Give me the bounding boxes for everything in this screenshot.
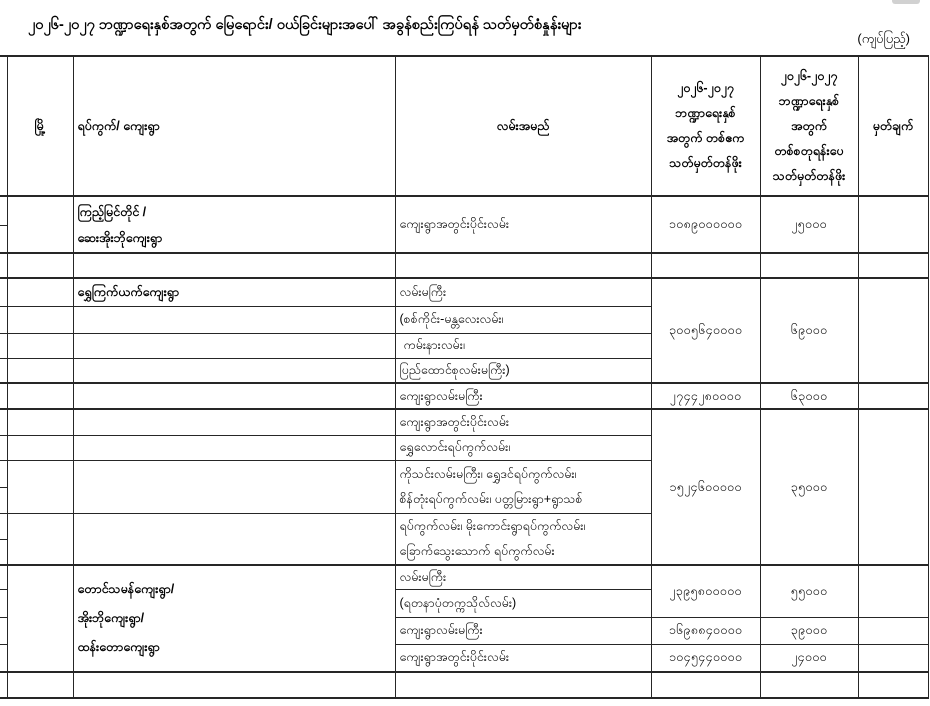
cutoff-column-cell: [0, 435, 7, 460]
empty-row: [0, 672, 928, 698]
page-title: ၂၀၂၆-၂၀၂၇ ဘဏ္ဍာရေးနှစ်အတွက် မြေရောင်း/ ဝယ်ခြင်းများအပေါ် အခွန်စည်းကြပ်ရန် သတ်မှတ်စံနှုန်းများ: [28, 17, 582, 33]
per-sqft-value: ၅၅၀၀၀: [760, 565, 858, 617]
remark-cell: [858, 253, 928, 278]
cutoff-column-cell: [0, 617, 7, 644]
road-cell: (ရတနာပုံတက္ကသိုလ်လမ်း): [395, 589, 651, 617]
village-cell: [73, 565, 395, 672]
cutoff-column-cell: [0, 253, 7, 278]
village-cell: [73, 196, 395, 253]
road-cell: လမ်းမကြီး: [395, 278, 651, 306]
town-cell: [7, 409, 73, 435]
road-cell: [395, 253, 651, 278]
empty-row: [0, 253, 928, 278]
table-row: [0, 565, 928, 589]
village-cell: [73, 460, 395, 513]
col-header-remark: မှတ်ချက်: [858, 56, 928, 196]
table-row: [0, 409, 928, 435]
per-sqft-value: ၂၄၀၀၀: [760, 644, 858, 672]
road-cell: လမ်းမကြီး: [395, 565, 651, 589]
town-cell: [7, 460, 73, 513]
town-cell: [7, 672, 73, 698]
col-header-road-name: လမ်းအမည်: [395, 56, 651, 196]
cutoff-column-cell: [0, 196, 7, 253]
per-sqft-value: [760, 672, 858, 698]
col-header-per-acre-value: [651, 56, 760, 196]
header-line: အတွက် တစ်ဧက: [666, 131, 745, 145]
road-name-line: ခြောက်သွေးသောက် ရပ်ကွက်လမ်း: [399, 543, 555, 558]
table-row: [0, 196, 928, 253]
per-sqft-value: ၆၉၀၀၀: [760, 278, 858, 383]
village-cell: [73, 306, 395, 333]
village-cell: ရွှေကြက်ယက်ကျေးရွာ: [73, 278, 395, 306]
cutoff-column-cell: [0, 460, 7, 513]
road-cell: [395, 460, 651, 513]
town-cell: [7, 358, 73, 383]
cutoff-column-cell: [0, 644, 7, 672]
header-line: ဘဏ္ဍာရေးနှစ်: [778, 93, 840, 108]
cutoff-row-divider: [0, 225, 7, 226]
col-header-village: ရပ်ကွက်/ ကျေးရွာ: [73, 56, 395, 196]
currency-unit-note: (ကျပ်ပြည့်): [857, 31, 910, 46]
per-sqft-value: ၃၅၀၀၀: [760, 409, 858, 565]
remark-cell: [858, 409, 928, 565]
road-cell: (စစ်ကိုင်း-မန္တလေးလမ်း၊: [395, 306, 651, 333]
cutoff-column-cell: [0, 565, 7, 589]
header-line: ၂၀၂၆-၂၀၂၇: [780, 68, 838, 83]
table-row: [0, 383, 928, 409]
road-cell: ကမ်းနားလမ်း၊: [395, 333, 651, 358]
cutoff-column-cell: [0, 672, 7, 698]
per-acre-value: ၃၀၀၅၆၄၀၀၀၀: [651, 278, 760, 383]
header-line: တစ်စတုရန်းပေ: [774, 143, 844, 158]
cutoff-row-divider: [0, 487, 7, 488]
per-acre-value: [651, 672, 760, 698]
town-cell: [7, 565, 73, 672]
header-line: ဘဏ္ဍာရေးနှစ်: [675, 106, 736, 120]
per-acre-value: ၁၀၈၉၀၀၀၀၀၀: [651, 196, 760, 253]
road-cell: ကျေးရွာအတွင်းပိုင်းလမ်း: [395, 409, 651, 435]
road-name-line: ကိုသင်းလမ်းမကြီး၊ ရွှေဒင်ရပ်ကွက်လမ်း၊: [399, 466, 577, 481]
header-line: သတ်မှတ်တန်ဖိုး: [669, 156, 742, 170]
table-row: [0, 278, 928, 306]
header-line: သတ်မှတ်တန်ဖိုး: [772, 168, 846, 183]
village-cell: [73, 435, 395, 460]
per-sqft-value: ၃၉၀၀၀: [760, 617, 858, 644]
cutoff-column-cell: [0, 513, 7, 565]
town-cell: [7, 306, 73, 333]
village-name-line: ကြည့်မြင်တိုင် /: [77, 204, 147, 219]
road-cell: ကျေးရွာအတွင်းပိုင်းလမ်း: [395, 644, 651, 672]
road-name-line: ရပ်ကွက်လမ်း၊ မိုးကောင်းရွာရပ်ကွက်လမ်း၊: [399, 518, 586, 533]
road-cell: ကျေးရွာလမ်းမကြီး: [395, 383, 651, 409]
road-cell: ကျေးရွာလမ်းမကြီး: [395, 617, 651, 644]
village-cell: [73, 383, 395, 409]
per-acre-value: ၁၀၄၅၄၄၀၀၀၀: [651, 644, 760, 672]
remark-cell: [858, 278, 928, 383]
town-cell: [7, 513, 73, 565]
per-acre-value: ၂၃၉၅၈၀၀၀၀၀: [651, 565, 760, 617]
road-cell: [395, 513, 651, 565]
town-cell: [7, 196, 73, 253]
town-cell: [7, 253, 73, 278]
village-cell: [73, 333, 395, 358]
cutoff-column-cell: [0, 589, 7, 617]
per-sqft-value: ၂၅၀၀၀: [760, 196, 858, 253]
header-line: ၂၀၂၆-၂၀၂၇: [677, 81, 734, 95]
road-cell: ရွှေလောင်းရပ်ကွက်လမ်း၊: [395, 435, 651, 460]
road-cell: ကျေးရွာအတွင်းပိုင်းလမ်း: [395, 196, 651, 253]
road-cell: ပြည်ထောင်စုလမ်းမကြီး): [395, 358, 651, 383]
town-cell: [7, 333, 73, 358]
remark-cell: [858, 383, 928, 409]
remark-cell: [858, 672, 928, 698]
village-cell: [73, 253, 395, 278]
town-cell: [7, 278, 73, 306]
per-acre-value: ၁၅၂၄၆၀၀၀၀၀: [651, 409, 760, 565]
village-name-line: ထန်းတောကျေးရွာ: [77, 640, 160, 654]
village-cell: [73, 358, 395, 383]
village-name-line: တောင်သမန်ကျေးရွာ/: [77, 582, 175, 596]
cutoff-column-cell: [0, 56, 7, 196]
land-valuation-table: [0, 55, 929, 699]
cutoff-column-cell: [0, 333, 7, 358]
cutoff-column-cell: [0, 278, 7, 306]
town-cell: [7, 383, 73, 409]
remark-cell: [858, 565, 928, 617]
remark-cell: [858, 617, 928, 644]
town-cell: [7, 435, 73, 460]
cutoff-row-divider: [0, 539, 7, 540]
page-edge-artifact: [892, 0, 920, 4]
per-acre-value: [651, 253, 760, 278]
village-name-line: ဆေးအိုးဘိုကျေးရွာ: [77, 230, 163, 245]
header-line: အတွက်: [791, 118, 827, 133]
remark-cell: [858, 196, 928, 253]
cutoff-column-cell: [0, 409, 7, 435]
cutoff-column-cell: [0, 358, 7, 383]
village-cell: [73, 672, 395, 698]
per-sqft-value: [760, 253, 858, 278]
per-acre-value: ၁၆၉၈၈၄၀၀၀၀: [651, 617, 760, 644]
road-name-line: စိန်တုံးရပ်ကွက်လမ်း၊ ပတ္တမြားရွာ+ရွာသစ်: [399, 491, 583, 506]
remark-cell: [858, 644, 928, 672]
village-name-line: အိုးဘိုကျေးရွာ/: [77, 611, 145, 625]
cutoff-column-cell: [0, 383, 7, 409]
per-sqft-value: ၆၃၀၀၀: [760, 383, 858, 409]
cutoff-column-cell: [0, 306, 7, 333]
table-header-row: [0, 56, 928, 196]
road-cell: [395, 672, 651, 698]
col-header-per-sqft-value: [760, 56, 858, 196]
village-cell: [73, 513, 395, 565]
per-acre-value: ၂၇၄၄၂၈၀၀၀၀: [651, 383, 760, 409]
col-header-town: မြို့: [7, 56, 73, 196]
village-cell: [73, 409, 395, 435]
